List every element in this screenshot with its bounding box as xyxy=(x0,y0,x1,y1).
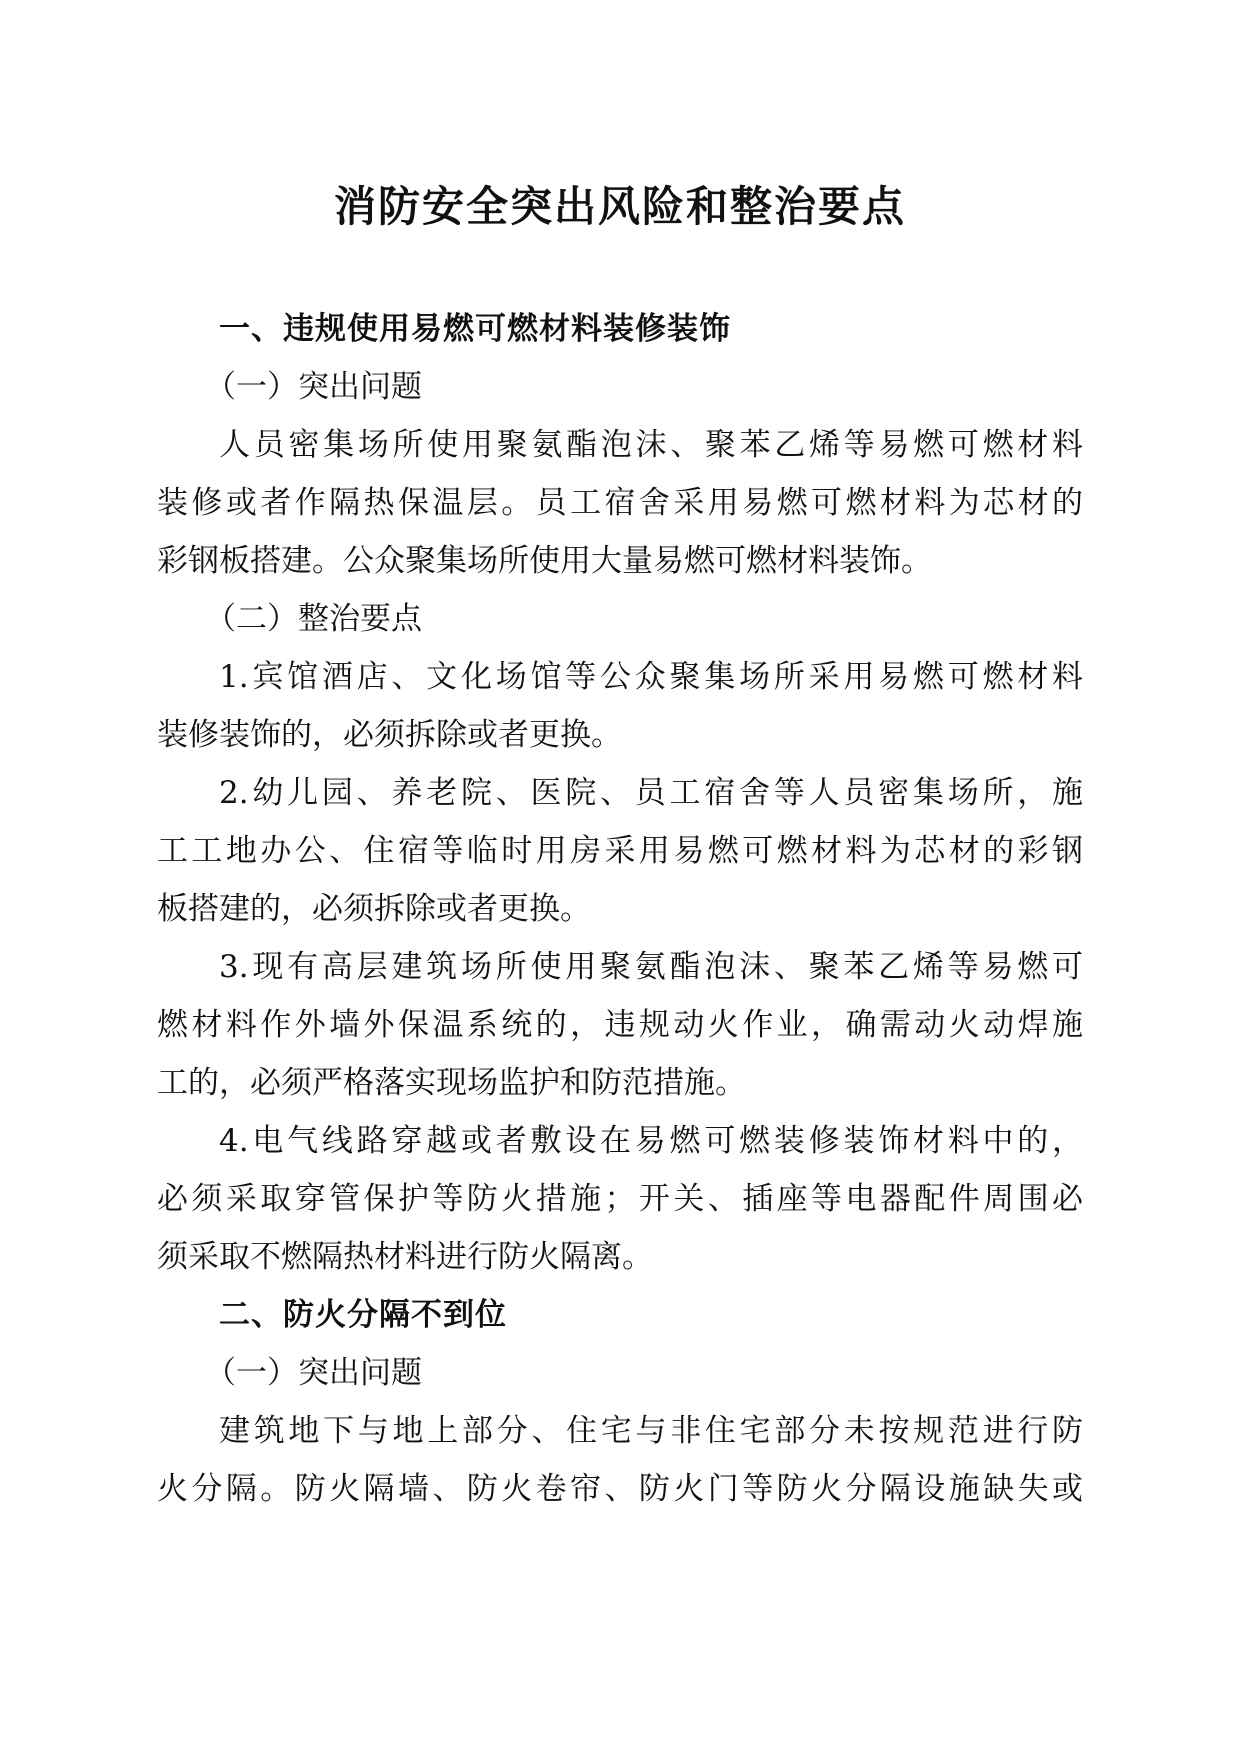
document-title: 消防安全突出风险和整治要点 xyxy=(333,182,906,231)
paragraph-line: 3.现有高层建筑场所使用聚氨酯泡沫、聚苯乙烯等易燃可 xyxy=(219,949,1083,985)
subsection-heading: （二）整治要点 xyxy=(205,601,422,637)
paragraph-line: 装修装饰的，必须拆除或者更换。 xyxy=(157,717,622,753)
paragraph-line: 工工地办公、住宿等临时用房采用易燃可燃材料为芯材的彩钢 xyxy=(157,833,1083,869)
paragraph-line: 装修或者作隔热保温层。员工宿舍采用易燃可燃材料为芯材的 xyxy=(157,485,1083,521)
section-heading: 一、违规使用易燃可燃材料装修装饰 xyxy=(219,311,731,347)
subsection-heading: （一）突出问题 xyxy=(205,1355,422,1391)
paragraph-line: 1.宾馆酒店、文化场馆等公众聚集场所采用易燃可燃材料 xyxy=(219,659,1083,695)
paragraph-line: 人员密集场所使用聚氨酯泡沫、聚苯乙烯等易燃可燃材料 xyxy=(219,427,1083,463)
document-body xyxy=(157,300,1083,1518)
paragraph-line: 火分隔。防火隔墙、防火卷帘、防火门等防火分隔设施缺失或 xyxy=(157,1471,1083,1507)
section-heading: 二、防火分隔不到位 xyxy=(219,1297,507,1333)
paragraph-line: 燃材料作外墙外保温系统的，违规动火作业，确需动火动焊施 xyxy=(157,1007,1083,1043)
paragraph-line: 板搭建的，必须拆除或者更换。 xyxy=(157,891,591,927)
paragraph-line: 2.幼儿园、养老院、医院、员工宿舍等人员密集场所，施 xyxy=(219,775,1083,811)
paragraph-line: 必须采取穿管保护等防火措施；开关、插座等电器配件周围必 xyxy=(157,1181,1083,1217)
paragraph-line: 建筑地下与地上部分、住宅与非住宅部分未按规范进行防 xyxy=(219,1413,1083,1449)
paragraph-line: 工的，必须严格落实现场监护和防范措施。 xyxy=(157,1065,746,1101)
paragraph-line: 4.电气线路穿越或者敷设在易燃可燃装修装饰材料中的， xyxy=(219,1123,1083,1159)
subsection-heading: （一）突出问题 xyxy=(205,369,422,405)
paragraph-line: 彩钢板搭建。公众聚集场所使用大量易燃可燃材料装饰。 xyxy=(157,543,932,579)
paragraph-line: 须采取不燃隔热材料进行防火隔离。 xyxy=(157,1239,653,1275)
